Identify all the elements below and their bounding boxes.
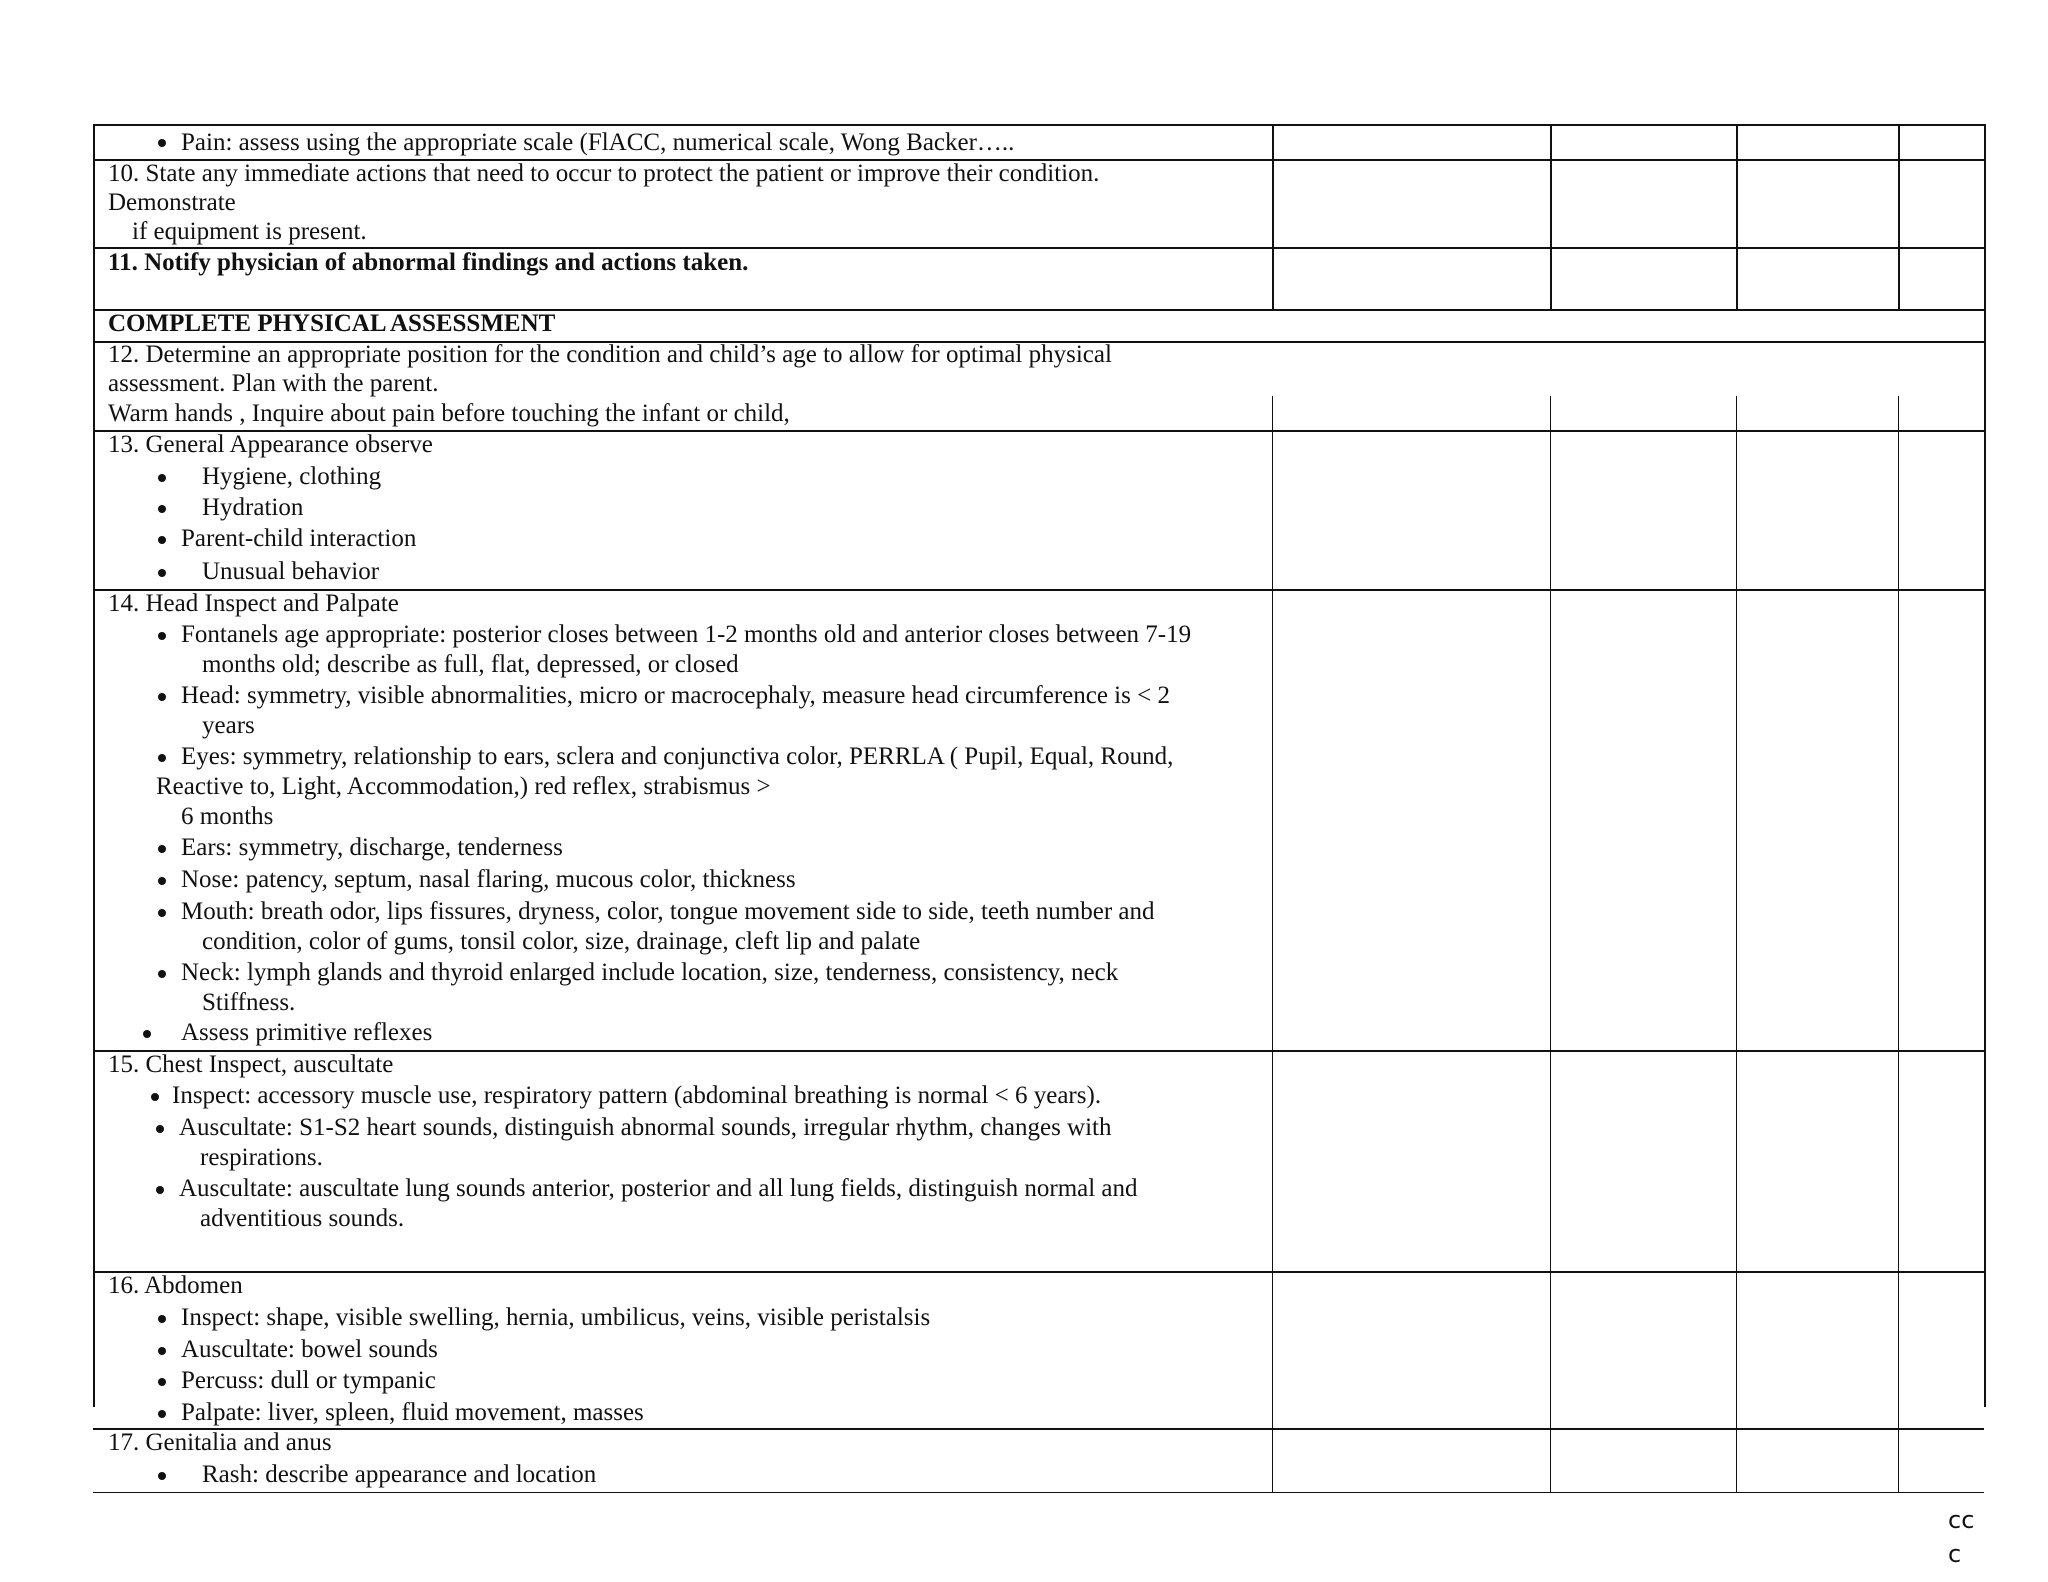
neck-line2: Stiffness. — [202, 989, 296, 1016]
bullet-icon — [158, 909, 166, 917]
footer-mark-line1: cc — [1948, 1506, 1975, 1534]
lung-line2: adventitious sounds. — [200, 1205, 405, 1232]
eyes-line1: Eyes: symmetry, relationship to ears, sclera and conjunctiva color, PERRLA ( Pupil, Equal, Round, — [181, 743, 1174, 770]
bullet-icon — [158, 1472, 166, 1480]
row-12-line1: 12. Determine an appropriate position for the condition and child’s age to allow for optimal physical — [108, 341, 1112, 368]
list-item: Inspect: shape, visible swelling, hernia, umbilicus, veins, visible peristalsis — [181, 1304, 931, 1331]
bullet-icon — [158, 139, 166, 147]
bullet-icon — [158, 505, 166, 513]
bullet-icon — [158, 474, 166, 482]
row-11-text: 11. Notify physician of abnormal findings and actions taken. — [108, 249, 749, 276]
column-divider — [1736, 396, 1737, 1492]
bullet-icon — [156, 1186, 164, 1194]
mouth-line2: condition, color of gums, tonsil color, size, drainage, cleft lip and palate — [202, 928, 921, 955]
bullet-icon — [158, 1410, 166, 1418]
row-12-line2: assessment. Plan with the parent. — [108, 370, 439, 397]
bullet-icon — [158, 845, 166, 853]
eyes-line3: 6 months — [181, 803, 274, 830]
head-line1: Head: symmetry, visible abnormalities, micro or macrocephaly, measure head circumference is < 2 — [181, 682, 1170, 709]
row-12-line3: Warm hands , Inquire about pain before touching the infant or child, — [108, 400, 790, 427]
pain-item: Pain: assess using the appropriate scale (FlACC, numerical scale, Wong Backer….. — [181, 129, 1015, 156]
eyes-line2: Reactive to, Light, Accommodation,) red reflex, strabismus > — [156, 773, 771, 800]
nose-item: Nose: patency, septum, nasal flaring, mucous color, thickness — [181, 866, 796, 893]
column-divider — [1272, 124, 1274, 309]
bullet-icon — [158, 877, 166, 885]
heart-line2: respirations. — [200, 1144, 323, 1171]
list-item: Unusual behavior — [202, 558, 380, 585]
fontanels-line1: Fontanels age appropriate: posterior closes between 1-2 months old and anterior closes between 7-19 — [181, 621, 1192, 648]
bullet-icon — [158, 1378, 166, 1386]
chest-inspect-item: Inspect: accessory muscle use, respiratory pattern (abdominal breathing is normal < 6 years). — [172, 1082, 1102, 1109]
bullet-icon — [158, 970, 166, 978]
row-10-line1: 10. State any immediate actions that need to occur to protect the patient or improve their condition. — [108, 160, 1100, 187]
reflexes-item: Assess primitive reflexes — [181, 1019, 433, 1046]
neck-line1: Neck: lymph glands and thyroid enlarged include location, size, tenderness, consistency, neck — [181, 959, 1119, 986]
fontanels-line2: months old; describe as full, flat, depressed, or closed — [202, 651, 739, 678]
rash-item: Rash: describe appearance and location — [202, 1461, 597, 1488]
bullet-icon — [158, 1347, 166, 1355]
row-divider — [93, 1271, 1984, 1273]
column-divider — [1550, 124, 1552, 309]
ears-item: Ears: symmetry, discharge, tenderness — [181, 834, 563, 861]
bullet-icon — [158, 1315, 166, 1323]
mouth-line1: Mouth: breath odor, lips fissures, dryness, color, tongue movement side to side, teeth number and — [181, 898, 1155, 925]
bullet-icon — [143, 1030, 151, 1038]
bullet-icon — [158, 693, 166, 701]
heart-line1: Auscultate: S1-S2 heart sounds, distinguish abnormal sounds, irregular rhythm, changes with — [179, 1114, 1112, 1141]
bullet-icon — [158, 754, 166, 762]
bullet-icon — [158, 569, 166, 577]
table-top-border — [93, 124, 1984, 126]
row-10-line2: Demonstrate — [108, 189, 236, 216]
column-divider — [1272, 396, 1273, 1492]
bullet-icon — [158, 632, 166, 640]
column-divider — [1550, 396, 1551, 1492]
row-17-title: 17. Genitalia and anus — [108, 1429, 332, 1456]
row-divider — [93, 1428, 1984, 1430]
table-left-border — [93, 124, 95, 1407]
list-item: Parent-child interaction — [181, 525, 417, 552]
bullet-icon — [156, 1125, 164, 1133]
list-item: Auscultate: bowel sounds — [181, 1336, 438, 1363]
table-bottom-border — [93, 1492, 1984, 1493]
column-divider — [1736, 124, 1738, 309]
row-13-title: 13. General Appearance observe — [108, 431, 433, 458]
list-item: Palpate: liver, spleen, fluid movement, masses — [181, 1399, 644, 1426]
row-16-title: 16. Abdomen — [108, 1272, 243, 1299]
row-14-title: 14. Head Inspect and Palpate — [108, 590, 399, 617]
column-divider — [1898, 396, 1899, 1492]
head-line2: years — [202, 712, 255, 739]
list-item: Hydration — [202, 494, 304, 521]
list-item: Percuss: dull or tympanic — [181, 1367, 436, 1394]
bullet-icon — [158, 536, 166, 544]
list-item: Hygiene, clothing — [202, 463, 382, 490]
row-10-line3: if equipment is present. — [132, 218, 367, 245]
footer-mark-line2: c — [1948, 1540, 1962, 1568]
bullet-icon — [151, 1093, 159, 1101]
row-15-title: 15. Chest Inspect, auscultate — [108, 1051, 394, 1078]
column-divider — [1898, 124, 1900, 309]
lung-line1: Auscultate: auscultate lung sounds anterior, posterior and all lung fields, distinguish normal and — [179, 1175, 1138, 1202]
table-right-border — [1984, 124, 1986, 1407]
section-title: COMPLETE PHYSICAL ASSESSMENT — [108, 310, 556, 337]
